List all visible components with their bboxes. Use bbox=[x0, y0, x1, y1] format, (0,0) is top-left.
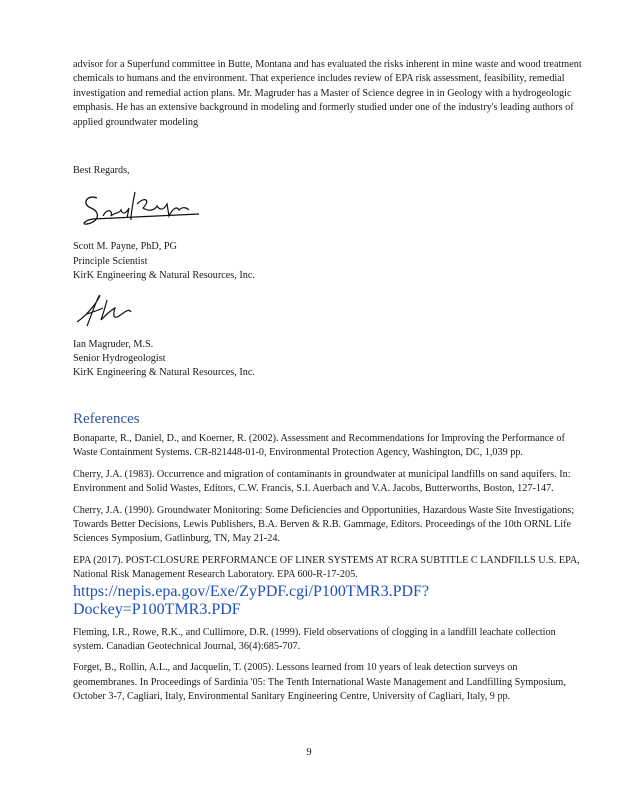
signature-ian-magruder bbox=[73, 290, 173, 330]
epa-report-link[interactable]: https://nepis.epa.gov/Exe/ZyPDF.cgi/P100TMR3.PDF?Dockey=P100TMR3.PDF bbox=[73, 582, 430, 618]
reference-text: EPA (2017). POST-CLOSURE PERFORMANCE OF LINER SYSTEMS AT RCRA SUBTITLE C LANDFILLS U.S. EPA, National Risk Management Research Laboratory. EPA 600-R-17-205. bbox=[73, 554, 580, 581]
signatory-name: Ian Magruder, M.S. bbox=[73, 338, 154, 350]
reference-item: Bonaparte, R., Daniel, D., and Koerner, R. (2002). Assessment and Recommendations for Improving the Performance of Waste Containment Systems. CR-821448-01-0, Environmental Protection Agency, Washington, DC, 1,039 pp. bbox=[73, 432, 565, 459]
document-page bbox=[73, 58, 583, 712]
page-number: 9 bbox=[306, 747, 312, 758]
signatory-name: Scott M. Payne, PhD, PG bbox=[73, 241, 177, 253]
reference-item: Fleming, I.R., Rowe, R.K., and Cullimore, D.R. (1999). Field observations of clogging in a landfill leachate collection system. Canadian Geotechnical Journal, 36(4):685-707. bbox=[73, 626, 556, 652]
signatory-title: Senior Hydrogeologist bbox=[73, 353, 166, 365]
reference-item bbox=[73, 554, 583, 619]
signatory-block bbox=[73, 240, 583, 283]
closing-salutation: Best Regards, bbox=[73, 165, 130, 177]
signatory-company: KirK Engineering & Natural Resources, Inc. bbox=[73, 270, 255, 282]
reference-item: Cherry, J.A. (1983). Occurrence and migration of contaminants in groundwater at municipal landfills on sand aquifers. In: Environment and Solid Wastes, Editors, C.W. Francis, S.I. Auerbach and V.A. Jacobs, Butterworths, Boston, 127-147. bbox=[73, 468, 571, 495]
signatory-title: Principle Scientist bbox=[73, 255, 148, 267]
references-heading: References bbox=[73, 410, 140, 427]
signatory-block bbox=[73, 338, 583, 381]
signature-scott-payne bbox=[79, 186, 229, 228]
reference-item: Forget, B., Rollin, A.L., and Jacquelin, T. (2005). Lessons learned from 10 years of leak detection surveys on geomembranes. In Proceedings of Sardinia '05: The Tenth International Waste Management and Landfilling Symposium, October 3-7, Cagliari, Italy, Environmental Sanitary Engineering Centre, University of Cagliari, Italy, 9 pp. bbox=[73, 662, 566, 703]
intro-paragraph: advisor for a Superfund committee in Butte, Montana and has evaluated the risks inherent in mine waste and wood treatment chemicals to humans and the environment. That experience includes review of EPA risk assessment, feasibility, remedial investigation and remedial action plans. Mr. Magruder has a Master of Science degree in in Geology with a hydrogeologic emphasis. He has an extensive background in modeling and formerly studied under one of the industry's leading authors of applied groundwater modeling bbox=[73, 59, 582, 128]
reference-item: Cherry, J.A. (1990). Groundwater Monitoring: Some Deficiencies and Opportunities, Hazardous Waste Site Investigations; Towards Better Decisions, Lewis Publishers, B.A. Berven & R.B. Gammage, Editors. Proceedings of the 10th ORNL Life Sciences Symposium, Gatlinburg, TN, May 21-24. bbox=[73, 504, 575, 545]
signatory-company: KirK Engineering & Natural Resources, Inc. bbox=[73, 367, 255, 379]
